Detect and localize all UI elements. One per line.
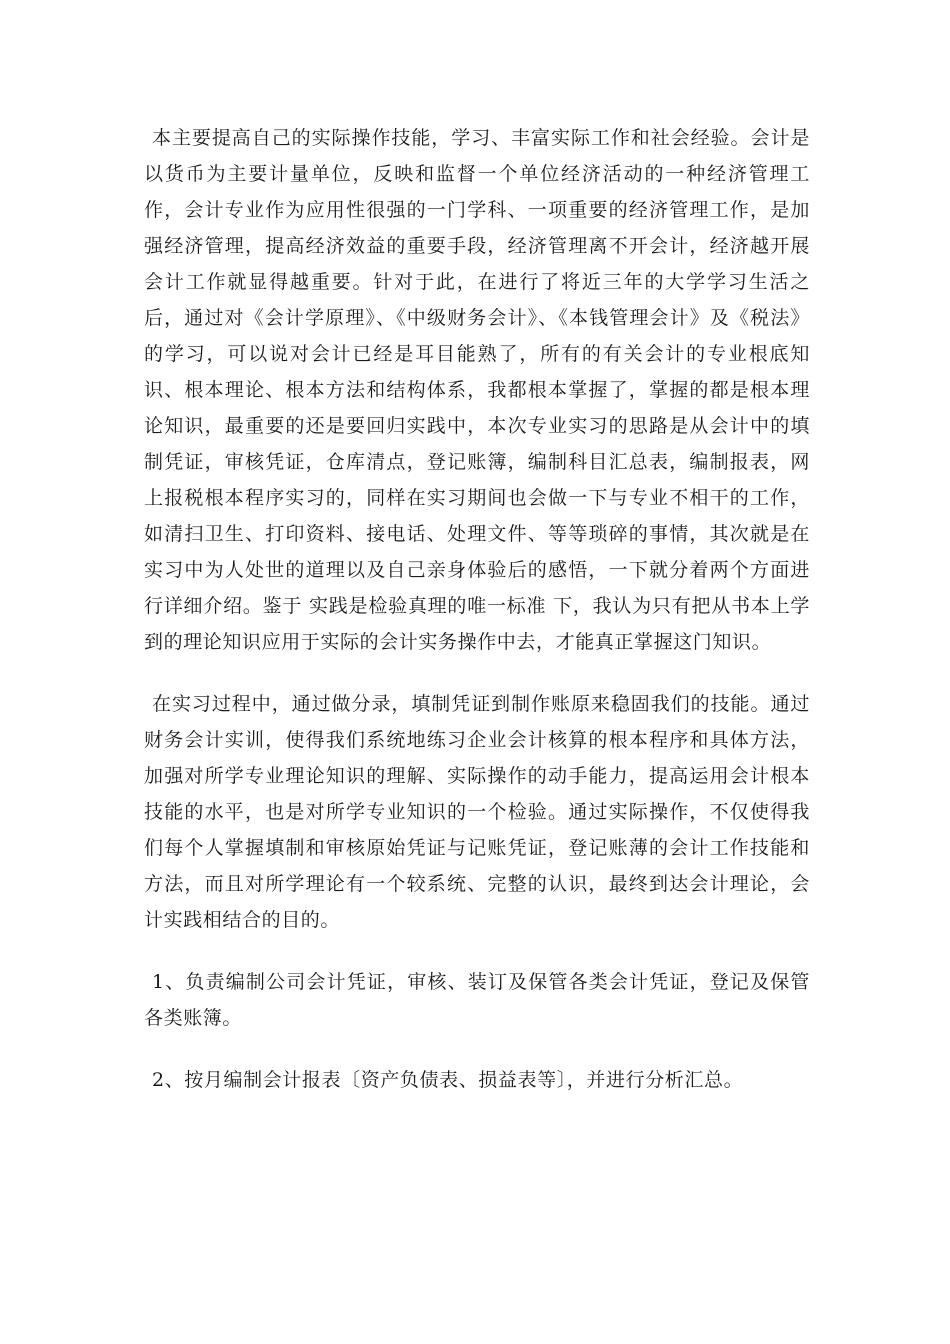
paragraph-internship-goals: 本主要提高自己的实际操作技能，学习、丰富实际工作和社会经验。会计是以货币为主要计量单位，反映和监督一个单位经济活动的一种经济管理工作，会计专业作为应用性很强的一门学科、一项重要的经济管理工作，是加强经济管理，提高经济效益的重要手段，经济管理离不开会计，经济越开展会计工作就显得越重要。针对于此，在进行了将近三年的大学学习生活之后，通过对《会计学原理》、《中级财务会计》、《本钱管理会计》及《税法》的学习，可以说对会计已经是耳目能熟了，所有的有关会计的专业根底知识、根本理论、根本方法和结构体系，我都根本掌握了，掌握的都是根本理论知识，最重要的还是要回归实践中，本次专业实习的思路是从会计中的填制凭证，审核凭证，仓库清点，登记账簿，编制科目汇总表，编制报表，网上报税根本程序实习的，同样在实习期间也会做一下与专业不相干的工作，如清扫卫生、打印资料、接电话、处理文件、等等琐碎的事情，其次就是在实习中为人处世的道理以及自己亲身体验后的感悟，一下就分着两个方面进行详细介绍。鉴于 实践是检验真理的唯一标准 下，我认为只有把从书本上学到的理论知识应用于实际的会计实务操作中去，才能真正掌握这门知识。 [144, 127, 810, 653]
document-body [144, 120, 810, 1098]
paragraph-duty-2: 2、按月编制会计报表〔资产负债表、损益表等〕，并进行分析汇总。 [152, 1069, 744, 1091]
paragraph-duty-1: 1、负责编制公司会计凭证，审核、装订及保管各类会计凭证，登记及保管各类账簿。 [144, 971, 810, 1029]
paragraph-practice-process: 在实习过程中，通过做分录，填制凭证到制作账原来稳固我们的技能。通过财务会计实训，使得我们系统地练习企业会计核算的根本程序和具体方法，加强对所学专业理论知识的理解、实际操作的动手能力，提高运用会计根本技能的水平，也是对所学专业知识的一个检验。通过实际操作，不仅使得我们每个人掌握填制和审核原始凭证与记账凭证，登记账薄的会计工作技能和方法，而且对所学理论有一个较系统、完整的认识，最终到达会计理论，会计实践相结合的目的。 [144, 693, 810, 931]
